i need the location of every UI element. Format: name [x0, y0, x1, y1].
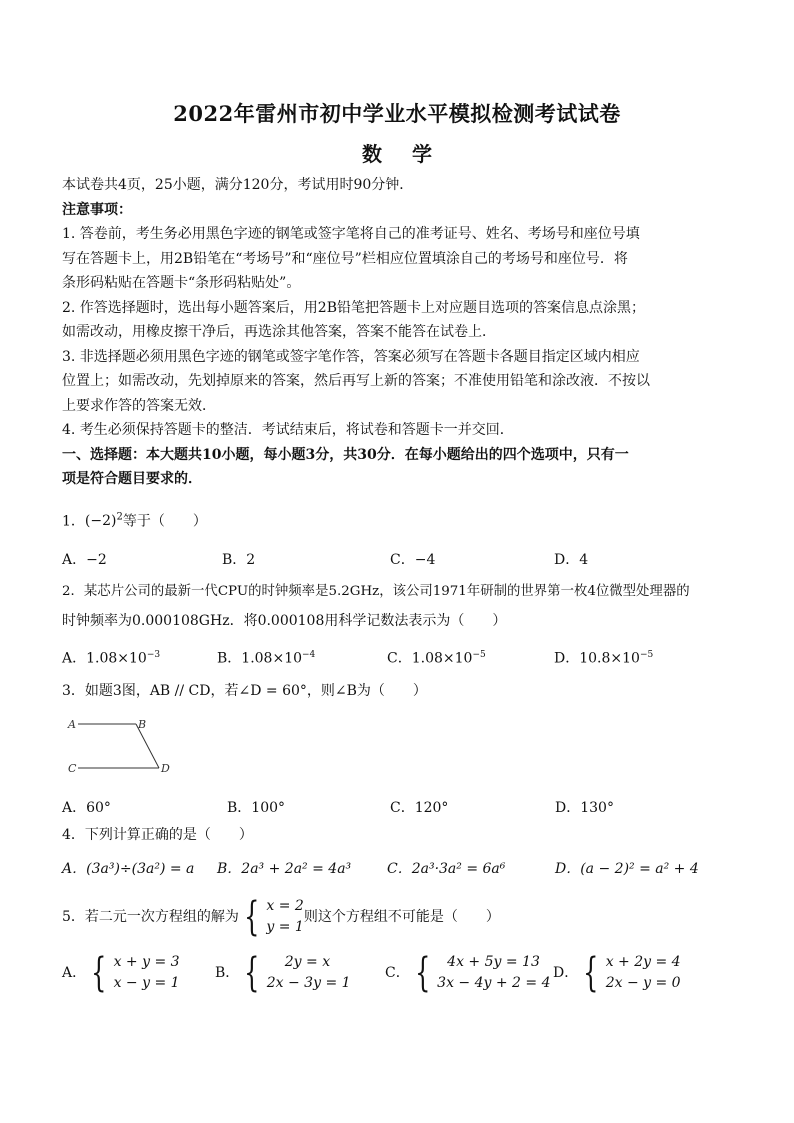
- q1-options: [62, 548, 752, 573]
- q5-option-d: D． { x + 2y = 4 2x − y = 0: [553, 949, 681, 996]
- q3-option-d: D．130°: [555, 800, 614, 817]
- q1-number: 1．: [62, 513, 85, 530]
- label-c: C: [68, 761, 77, 775]
- notes-line: 条形码粘贴在答题卡“条形码粘贴处”。: [62, 275, 301, 291]
- exam-title: 2022年雷州市初中学业水平模拟检测考试试卷: [173, 101, 621, 126]
- q4-option-b: B．2a³ + 2a² = 4a³: [217, 861, 352, 878]
- q2-option-a: A．$1.08\times 10^{-3}$: [62, 650, 161, 667]
- label-b: B: [138, 717, 147, 731]
- label-d: D: [161, 761, 170, 775]
- intro-text: 本试卷共4页，25小题，满分120分，考试用时90分钟．: [62, 177, 414, 193]
- q1-expr: $(-2)^2$: [84, 511, 123, 530]
- notes-line: 4. 考生必须保持答题卡的整洁．考试结束后，将试卷和答题卡一并交回．: [62, 422, 514, 438]
- q5-option-a: A． { x + y = 3 x − y = 1: [62, 949, 180, 996]
- q3-option-a: A．60°: [62, 800, 111, 817]
- question-1: [62, 506, 752, 534]
- q2-option-b: B．$1.08\times 10^{-4}$: [217, 650, 316, 667]
- notes-line: 位置上；如需改动，先划掉原来的答案，然后再写上新的答案；不准使用铅笔和涂改液．不按以: [62, 373, 650, 389]
- question-3: 3．如题3图，AB // CD，若∠D = 60°，则∠B为（ ）: [62, 683, 427, 700]
- q5-options: [62, 949, 752, 996]
- question-5: [62, 893, 752, 940]
- q3-option-c: C．120°: [390, 800, 449, 817]
- exam-body: [62, 173, 752, 994]
- q1-option-c: C．−4: [390, 551, 436, 568]
- notes-heading: 注意事项：: [62, 201, 132, 218]
- notes-line: 1. 答卷前，考生务必用黑色字迹的钢笔或签字笔将自己的准考证号、姓名、考场号和座位号填: [62, 226, 640, 242]
- q3-figure: [64, 710, 752, 789]
- subject-title: 数学: [362, 142, 462, 166]
- q1-stem: 等于（ ）: [122, 513, 207, 530]
- q2-options: [62, 643, 752, 671]
- q5-option-b: B． { 2y = x 2x − 3y = 1: [215, 949, 351, 996]
- q2-option-c: C．$1.08\times 10^{-5}$: [387, 650, 486, 667]
- q3-options: [62, 796, 752, 821]
- q4-options: [62, 857, 752, 882]
- section-heading: 一、选择题：本大题共10小题，每小题3分，共30分．在每小题给出的四个选项中，只有一: [62, 446, 629, 463]
- q4-option-a: A．(3a³)÷(3a²) = a: [62, 861, 195, 878]
- notes-line: 上要求作答的答案无效．: [62, 397, 216, 414]
- q1-option-a: A．−2: [62, 551, 107, 568]
- q4-option-d: D．(a − 2)² = a² + 4: [555, 861, 699, 878]
- question-4: 4．下列计算正确的是（ ）: [62, 826, 253, 843]
- notes-line: 如需改动，用橡皮擦干净后，再选涂其他答案，答案不能答在试卷上．: [62, 324, 496, 340]
- notes-line: 2. 作答选择题时，选出每小题答案后，用2B铅笔把答题卡上对应题目选项的答案信息点涂黑；: [62, 299, 646, 316]
- label-a: A: [68, 717, 76, 731]
- question-2: 2．某芯片公司的最新一代CPU的时钟频率是5.2GHz，该公司1971年研制的世界第一枚4位微型处理器的: [62, 584, 690, 600]
- q5-option-c: C． { 4x + 5y = 13 3x − 4y + 2 = 4: [385, 949, 551, 996]
- q1-option-b: B．2: [222, 551, 256, 568]
- q5-stem-a: 5．若二元一次方程组的解为: [62, 908, 239, 925]
- trapezoid-diagram: [64, 710, 184, 780]
- question-2-cont: 时钟频率为0.000108GHz．将0.000108用科学记数法表示为（ ）: [62, 612, 507, 629]
- q3-option-b: B．100°: [227, 800, 286, 817]
- q1-option-d: D．4: [554, 551, 589, 568]
- q5-solution: { x = 2 y = 1: [244, 893, 304, 940]
- q5-stem-b: 则这个方程组不可能是（ ）: [303, 908, 500, 925]
- q2-option-d: D．$10.8\times 10^{-5}$: [554, 650, 654, 667]
- section-heading-cont: 项是符合题目要求的．: [62, 471, 202, 487]
- q4-option-c: C．2a³·3a² = 6a⁶: [387, 861, 506, 878]
- notes-line: 写在答题卡上，用2B铅笔在“考场号”和“座位号”栏相应位置填涂自己的考场号和座位号．将: [62, 250, 628, 267]
- notes-line: 3. 非选择题必须用黑色字迹的钢笔或签字笔作答，答案必须写在答题卡各题目指定区域内相应: [62, 348, 640, 365]
